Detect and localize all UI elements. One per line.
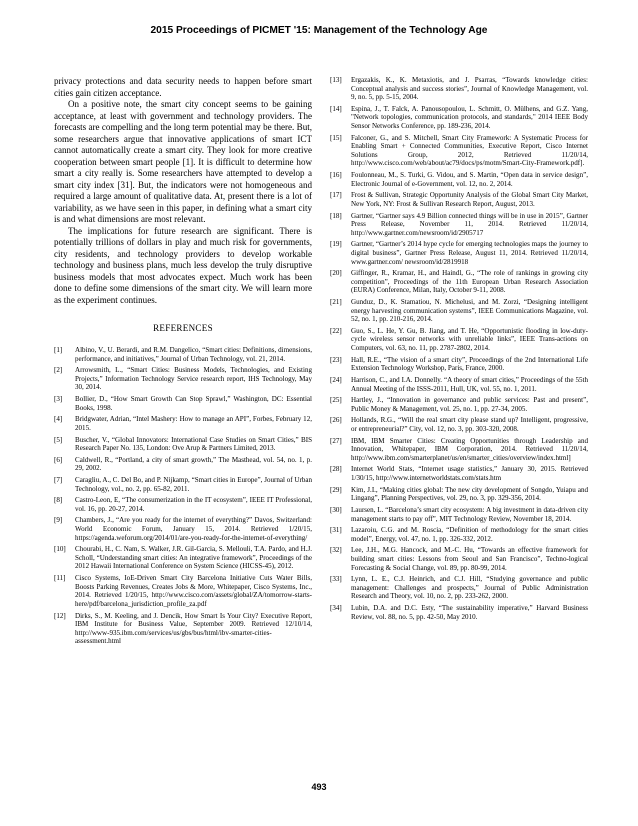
reference-number: [32] <box>330 546 342 555</box>
reference-text: Lazaroiu, C.G. and M. Roscia, “Definition of methodology for the smart cities model”, Energy, vol. 47, no. 1, pp. 326-332, 2012. <box>351 526 588 543</box>
left-column <box>54 76 312 649</box>
reference-text: Gartner, “Gartner’s 2014 hype cycle for emerging technologies maps the journey to digital business”, Gartner Press Release, August 11, 2014. Retrieved 11/20/14, www.gartner.com/ newsroom/id/2819918 <box>351 240 588 266</box>
reference-text: Lynn, L. E., C.J. Heinrich, and C.J. Hill, “Studying governance and public management: Challenges and prospects,” Journal of Public Administration Research and Theory, vol. 10, no. 2, pp. 233-262, 2000. <box>351 575 588 601</box>
reference-number: [19] <box>330 240 342 249</box>
reference-number: [4] <box>54 415 63 424</box>
reference-number: [3] <box>54 395 63 404</box>
body-paragraph: On a positive note, the smart city concept seems to be gaining acceptance, at least with government and technology providers. The forecasts are compelling and the long term potential may be there. But, some researchers argue that innovative applications of smart ICT cannot automatically create a smart city. They look for more creative cooperation between smart people [1]. It is difficult to determine how smart a city really is. Some researchers have attempted to develop a smart city index [31]. But, the indicators were not homogeneous and required a large amount of qualitative data. At, present there is a lot of variability, as we have seen in this paper, in defining what a smart city is and what dimensions are most relevant. <box>54 99 312 224</box>
reference-number: [33] <box>330 575 342 584</box>
reference-text: Lee, J.H., M.G. Hancock, and M.-C. Hu, “Towards an effective framework for building smart cities: Lessons from Seoul and San Francisco”, Techno-logical Forecasting & Social Change, vol. 89, pp. 80-99, 2014. <box>351 546 588 572</box>
reference-number: [16] <box>330 171 342 180</box>
reference-item <box>330 376 588 393</box>
reference-item <box>330 604 588 621</box>
reference-item <box>330 465 588 482</box>
reference-number: [9] <box>54 516 63 525</box>
reference-number: [6] <box>54 455 63 464</box>
reference-item <box>330 437 588 463</box>
reference-item <box>54 545 312 571</box>
reference-item <box>330 356 588 373</box>
reference-number: [29] <box>330 485 342 494</box>
reference-item <box>330 396 588 413</box>
reference-number: [1] <box>54 346 63 354</box>
reference-number: [15] <box>330 133 342 142</box>
reference-item <box>54 415 312 432</box>
page-number: 493 <box>311 782 327 792</box>
reference-number: [24] <box>330 375 342 384</box>
reference-item <box>330 105 588 131</box>
reference-number: [8] <box>54 496 63 505</box>
reference-item <box>330 171 588 188</box>
reference-item <box>330 76 588 102</box>
reference-list-left <box>54 346 312 646</box>
reference-number: [2] <box>54 366 63 375</box>
reference-text: Gartner, “Gartner says 4.9 Billion connected things will be in use in 2015”, Gartner Press Release, November 11, 2014. Retrieved 11/20/14, http://www.gartner.com/newsroom/id/2905717 <box>351 211 588 237</box>
reference-text: Espina, J., T. Falck, A. Panousopoulou, L. Schmitt, O. Mülhens, and G.Z. Yang, "Network topologies, communication protocols, and standards," 2014 IEEE Body Sensor Networks Conference, pp. 189-236, 2014. <box>351 104 588 131</box>
reference-item <box>330 506 588 523</box>
reference-number: [30] <box>330 505 342 514</box>
reference-item <box>54 456 312 473</box>
reference-item <box>330 240 588 266</box>
reference-text: Foulonneau, M., S. Turki, G. Vidou, and S. Martin, “Open data in service design”, Electronic Journal of e-Government, vol. 12, no. 2, 2014. <box>351 171 588 188</box>
body-paragraph: privacy protections and data security needs to happen before smart cities gain citizen acceptance. <box>54 76 312 98</box>
reference-text: Ergazakis, K., K. Metaxiotis, and J. Psarras, “Towards knowledge cities: Conceptual analysis and success stories”, Journal of Knowledge Management, vol. 9, no. 5, pp. 5-15, 2004. <box>351 76 588 102</box>
reference-item <box>330 191 588 208</box>
reference-text: Internet World Stats, “Internet usage statistics,” January 30, 2015. Retrieved 1/30/15, http://www.internetworldstats.com/stats.htm <box>351 465 588 483</box>
reference-text: Chambers, J., “Are you ready for the internet of everything?” Davos, Switzerland: World Economic Forum, January 15, 2014. Retrieved 1/20/15, https://agenda.weforum.org/2014/01/are-you-ready-for-the-internet-of-everything/ <box>75 516 312 542</box>
reference-number: [22] <box>330 326 342 335</box>
reference-text: Lubin, D.A. and D.C. Esty, “The sustainability imperative,” Harvard Business Review, vol. 88, no. 5, pp. 42-50, May 2010. <box>351 604 588 621</box>
reference-item <box>54 476 312 493</box>
reference-item <box>330 212 588 238</box>
reference-item <box>330 327 588 353</box>
reference-text: Caldwell, R., “Portland, a city of smart growth,” The Masthead, vol. 54, no. 1, p. 29, 2002. <box>75 455 312 473</box>
reference-item <box>330 526 588 543</box>
body-paragraph: The implications for future research are significant. There is potentially trillions of dollars in play and much risk for governments, city residents, and technology providers to develop workable technology and business plans, much less develop the truly disruptive business models that most advocates expect. Much work has been done to define some dimensions of the smart city. We will learn more as the experiment continues. <box>54 225 312 305</box>
reference-number: [25] <box>330 396 342 405</box>
reference-number: [17] <box>330 191 342 200</box>
reference-text: Frost & Sullivan, Strategic Opportunity Analysis of the Global Smart City Market, New York, NY: Frost & Sullivan Research Report, August, 2013. <box>351 191 588 208</box>
reference-number: [14] <box>330 104 342 113</box>
reference-item <box>330 134 588 168</box>
reference-item <box>330 486 588 503</box>
reference-text: Bollier, D., “How Smart Growth Can Stop Sprawl,” Washington, DC: Essential Books, 1998. <box>75 395 312 412</box>
reference-number: [26] <box>330 416 342 425</box>
reference-number: [7] <box>54 476 63 484</box>
reference-item <box>54 366 312 392</box>
reference-number: [23] <box>330 355 342 364</box>
reference-item <box>330 575 588 601</box>
reference-number: [18] <box>330 211 342 220</box>
reference-text: Caragliu, A., C. Del Bo, and P. Nijkamp, “Smart cities in Europe”, Journal of Urban Technology, vol., no. 2, pp. 65-82, 2011. <box>75 476 312 493</box>
reference-number: [34] <box>330 604 342 613</box>
reference-text: Gunduz, D., K. Stamatiou, N. Michelusi, and M. Zorzi, “Designing intelligent energy harvesting communication systems”, IEEE Communications Magazine, vol. 52, no. 1, pp. 210-216, 2014. <box>351 298 588 324</box>
reference-number: [10] <box>54 545 66 554</box>
reference-number: [27] <box>330 436 342 445</box>
reference-number: [28] <box>330 465 342 474</box>
reference-text: Giffinger, R., Kramar, H., and Haindl, G., “The role of rankings in growing city competition”, Proceedings of the 11th European Urban Research Association (EURA) Conference, Milan, Italy, October 9-11, 2008. <box>351 269 588 295</box>
reference-text: Kim, J.I., “Making cities global: The new city development of Songdo, Yuiapu and Lingang”, Planning Perspectives, vol. 29, no. 3, pp. 329-356, 2014. <box>351 485 588 503</box>
reference-text: Falconer, G., and S. Mitchell, Smart City Framework: A Systematic Process for Enabling Smart + Connected Communities, Executive Report, Cisco Internet Solutions Group, 2012, Retrieved 11/20/14, http://www.cisco.com/web/about/ac79/docs/ps/motm/Smart-City-Framework.pdf]. <box>351 133 588 168</box>
reference-number: [11] <box>54 574 66 583</box>
reference-text: Chourabi, H., C. Nam, S. Walker, J.R. Gil-Garcia, S. Mellouli, T.A. Pardo, and H.J. Scholl, “Understanding smart cities: An integrative framework”, Proceedings of the 2012 Hawaii International Conference on System Science (HICSS-45), 2012. <box>75 545 312 571</box>
right-column <box>330 76 588 624</box>
reference-text: Dirks, S., M. Keeling, and J. Dencik, How Smart Is Your City? Executive Report, IBM Institute for Business Value, September 2009. Retrieved 12/10/14, http://www-935.ibm.com/services/us/gbs/bus/html/ibv-smarter-cities-assessment.html <box>75 611 312 646</box>
reference-text: IBM, IBM Smarter Cities: Creating Opportunities through Leadership and Innovation, Whitepaper, IBM Corporation, 2014. Retrieved 11/20/14, http://www.ibm.com/smarterplanet/us/en/smarter_cities/overview/index.html] <box>351 436 588 462</box>
reference-text: Arrowsmith, L., “Smart Cities: Business Models, Technologies, and Existing Projects,” Information Technology Service research report, IHS Technology, May 30, 2014. <box>75 366 312 392</box>
reference-item <box>54 395 312 412</box>
reference-text: Buscher, V., “Global Innovators: International Case Studies on Smart Cities,” BIS Research Paper No. 135, London: Ove Arup & Partners Limited, 2013. <box>75 435 312 453</box>
reference-text: Bridgwater, Adrian, “Intel Mashery: How to manage an API”, Forbes, February 12, 2015. <box>75 415 312 432</box>
reference-number: [20] <box>330 269 342 278</box>
reference-text: Hall, R.E., “The vision of a smart city”, Proceedings of the 2nd International Life Extension Technology Workshop, Paris, France, 2000. <box>351 355 588 373</box>
reference-number: [31] <box>330 526 342 535</box>
reference-item <box>54 346 312 363</box>
reference-number: [21] <box>330 298 342 307</box>
reference-text: Hartley, J., “Innovation in governance and public services: Past and present”, Public Money & Management, vol. 25, no. 1, pp. 27-34, 2005. <box>351 396 588 413</box>
reference-text: Laursen, L. “Barcelona’s smart city ecosystem: A big investment in data-driven city management starts to pay off”, MIT Technology Review, November 18, 2014. <box>351 505 588 523</box>
reference-list-right <box>330 76 588 621</box>
reference-number: [13] <box>330 76 342 84</box>
reference-item <box>54 436 312 453</box>
reference-number: [12] <box>54 611 66 620</box>
reference-item <box>330 298 588 324</box>
references-heading: REFERENCES <box>153 323 213 333</box>
reference-item <box>54 516 312 542</box>
reference-text: Castro-Leon, E, “The consumerization in the IT ecosystem”, IEEE IT Professional, vol. 16, pp. 20-27, 2014. <box>75 496 312 513</box>
reference-text: Albino, V., U. Berardi, and R.M. Dangelico, “Smart cities: Definitions, dimensions, performance, and initiatives,” Journal of Urban Technology, vol. 21, 2014. <box>75 346 312 363</box>
reference-item <box>54 574 312 608</box>
reference-text: Cisco Systems, IoE-Driven Smart City Barcelona Initiative Cuts Water Bills, Boosts Parking Revenues, Creates Jobs & More, Whitepaper, Cisco Systems, Inc., 2014. Retrieved 1/20/15, http://www.cisco.com/assets/global/ZA/tomorrow-starts-here/pdf/barcelona_jurisdiction_profile_za.pdf <box>75 574 312 608</box>
reference-number: [5] <box>54 435 63 444</box>
reference-item <box>330 546 588 572</box>
reference-text: Hollands, R.G., “Will the real smart city please stand up? Intelligent, progressive, or entrepreneurial?” City, vol. 12, no. 3, pp. 303-320, 2008. <box>351 416 588 433</box>
reference-item <box>54 612 312 646</box>
reference-text: Harrison, C., and I.A. Donnelly. “A theory of smart cities,” Proceedings of the 55th Annual Meeting of the ISSS-2011, Hull, UK, vol. 55, no. 1, 2011. <box>351 375 588 393</box>
reference-item <box>330 269 588 295</box>
reference-text: Guo, S., L. He, Y. Gu, B. Jiang, and T. He, “Opportunistic flooding in low-duty-cycle wireless sensor networks with unreliable links”, IEEE Trans-actions on Computers, vol. 63, no. 11, pp. 2787-2802, 2014. <box>351 326 588 353</box>
running-header: 2015 Proceedings of PICMET '15: Management of the Technology Age <box>150 25 488 36</box>
reference-item <box>330 416 588 433</box>
reference-item <box>54 496 312 513</box>
